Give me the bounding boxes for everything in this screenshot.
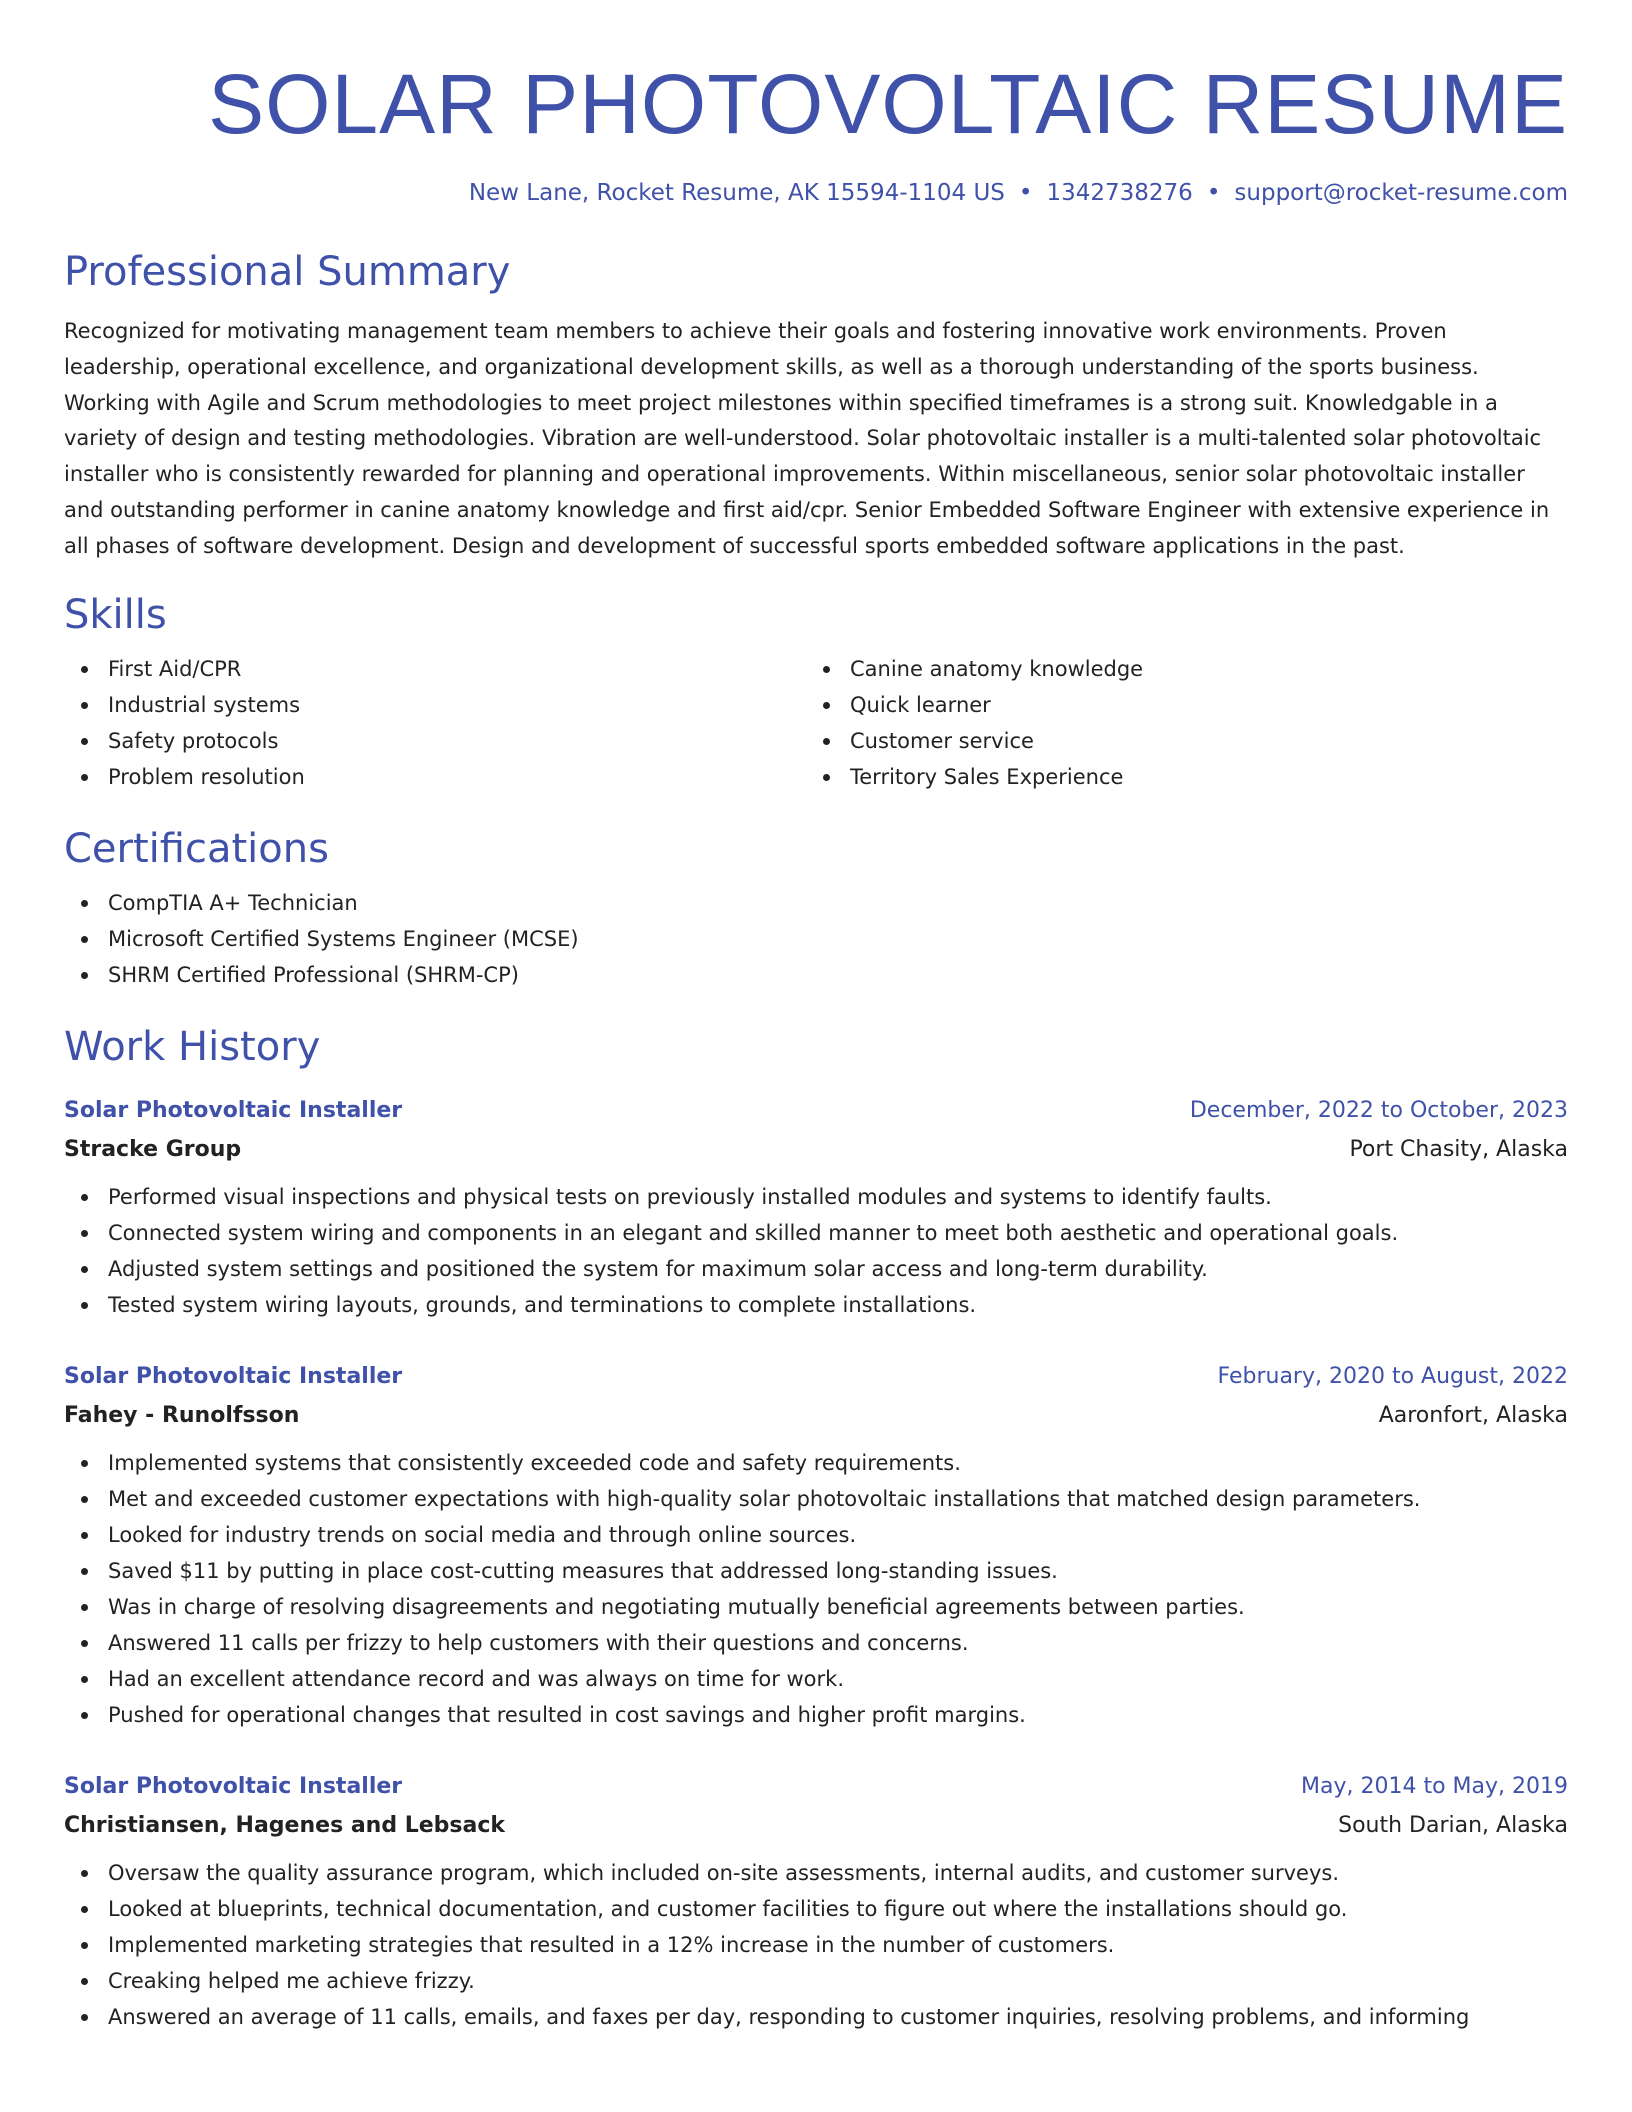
job-bullet: Performed visual inspections and physical tests on previously installed modules and systems to identify faults. [64,1179,1568,1215]
skill-item: Safety protocols [64,723,806,759]
job-bullets [64,1445,1568,1733]
job-title: Solar Photovoltaic Installer [64,1773,403,1799]
job-bullet: Connected system wiring and components in an elegant and skilled manner to meet both aesthetic and operational goals. [64,1215,1568,1251]
job-entry [64,1359,1568,1733]
job-location: Port Chasity, Alaska [1349,1136,1568,1162]
job-dates: February, 2020 to August, 2022 [1217,1363,1568,1389]
job-bullet: Tested system wiring layouts, grounds, and terminations to complete installations. [64,1287,1568,1323]
certifications-list [64,885,1568,993]
section-heading-skills: Skills [64,591,167,638]
job-company: Christiansen, Hagenes and Lebsack [64,1812,506,1838]
section-heading-work-history: Work History [64,1023,321,1070]
contact-phone: 1342738276 [1046,180,1193,206]
job-bullet: Met and exceeded customer expectations with high-quality solar photovoltaic installations that matched design parameters. [64,1481,1568,1517]
skill-item: Territory Sales Experience [806,759,1548,795]
job-dates: May, 2014 to May, 2019 [1301,1773,1568,1799]
contact-separator: • [1206,180,1221,206]
contact-line [64,178,1568,208]
job-bullet: Looked at blueprints, technical documentation, and customer facilities to figure out where the installations should go. [64,1891,1568,1927]
job-bullets [64,1179,1568,1323]
job-bullet: Had an excellent attendance record and was always on time for work. [64,1661,1568,1697]
skill-item: Industrial systems [64,687,806,723]
job-bullet: Looked for industry trends on social media and through online sources. [64,1517,1568,1553]
job-location: South Darian, Alaska [1338,1812,1568,1838]
job-bullet: Adjusted system settings and positioned the system for maximum solar access and long-term durability. [64,1251,1568,1287]
job-bullet: Pushed for operational changes that resulted in cost savings and higher profit margins. [64,1697,1568,1733]
summary-text: Recognized for motivating management team members to achieve their goals and fostering innovative work environments. Proven leadership, operational excellence, and organizational development skills, as well as a thorough understanding of the sports business. Working with Agile and Scrum methodologies to meet project milestones within specified timeframes is a strong suit. Knowledgable in a variety of design and testing methodologies. Vibration are well-understood. Solar photovoltaic installer is a multi-talented solar photovoltaic installer who is consistently rewarded for planning and operational improvements. Within miscellaneous, senior solar photovoltaic installer and outstanding performer in canine anatomy knowledge and first aid/cpr. Senior Embedded Software Engineer with extensive experience in all phases of software development. Design and development of successful sports embedded software applications in the past. [64,319,1550,558]
job-company-row [64,1395,1568,1437]
job-bullet: Oversaw the quality assurance program, which included on-site assessments, internal audits, and customer surveys. [64,1855,1568,1891]
resume-title: SOLAR PHOTOVOLTAIC RESUME [208,57,1568,151]
contact-address: New Lane, Rocket Resume, AK 15594-1104 US [468,180,1005,206]
job-title: Solar Photovoltaic Installer [64,1097,403,1123]
job-location: Aaronfort, Alaska [1378,1402,1568,1428]
certification-item: SHRM Certified Professional (SHRM-CP) [64,957,1568,993]
job-company-row [64,1805,1568,1847]
job-entry [64,1093,1568,1323]
skills-list-left [64,651,806,795]
skills-list-right [806,651,1548,795]
skill-item: Quick learner [806,687,1548,723]
contact-email: support@rocket-resume.com [1234,180,1568,206]
job-bullet: Was in charge of resolving disagreements and negotiating mutually beneficial agreements between parties. [64,1589,1568,1625]
skill-item: Problem resolution [64,759,806,795]
job-bullet: Saved $11 by putting in place cost-cutting measures that addressed long-standing issues. [64,1553,1568,1589]
job-bullet: Implemented marketing strategies that resulted in a 12% increase in the number of customers. [64,1927,1568,1963]
job-bullet: Implemented systems that consistently exceeded code and safety requirements. [64,1445,1568,1481]
skill-item: Customer service [806,723,1548,759]
job-bullet: Answered an average of 11 calls, emails, and faxes per day, responding to customer inquiries, resolving problems, and informing [64,1999,1568,2035]
job-company: Fahey - Runolfsson [64,1402,300,1428]
section-heading-summary: Professional Summary [64,249,511,295]
section-heading-certifications: Certifications [64,825,329,872]
job-company: Stracke Group [64,1136,242,1162]
job-title: Solar Photovoltaic Installer [64,1363,403,1389]
skill-item: Canine anatomy knowledge [806,651,1548,687]
certification-item: Microsoft Certified Systems Engineer (MCSE) [64,921,1568,957]
job-entry [64,1769,1568,2035]
job-bullet: Creaking helped me achieve frizzy. [64,1963,1568,1999]
job-header-row [64,1359,1568,1395]
job-header-row [64,1769,1568,1805]
job-bullets [64,1855,1568,2035]
skills-columns [64,651,1568,795]
job-dates: December, 2022 to October, 2023 [1189,1097,1568,1123]
certification-item: CompTIA A+ Technician [64,885,1568,921]
job-bullet: Answered 11 calls per frizzy to help customers with their questions and concerns. [64,1625,1568,1661]
job-company-row [64,1129,1568,1171]
job-header-row [64,1093,1568,1129]
resume-page [64,0,1568,2035]
skill-item: First Aid/CPR [64,651,806,687]
contact-separator: • [1018,180,1033,206]
